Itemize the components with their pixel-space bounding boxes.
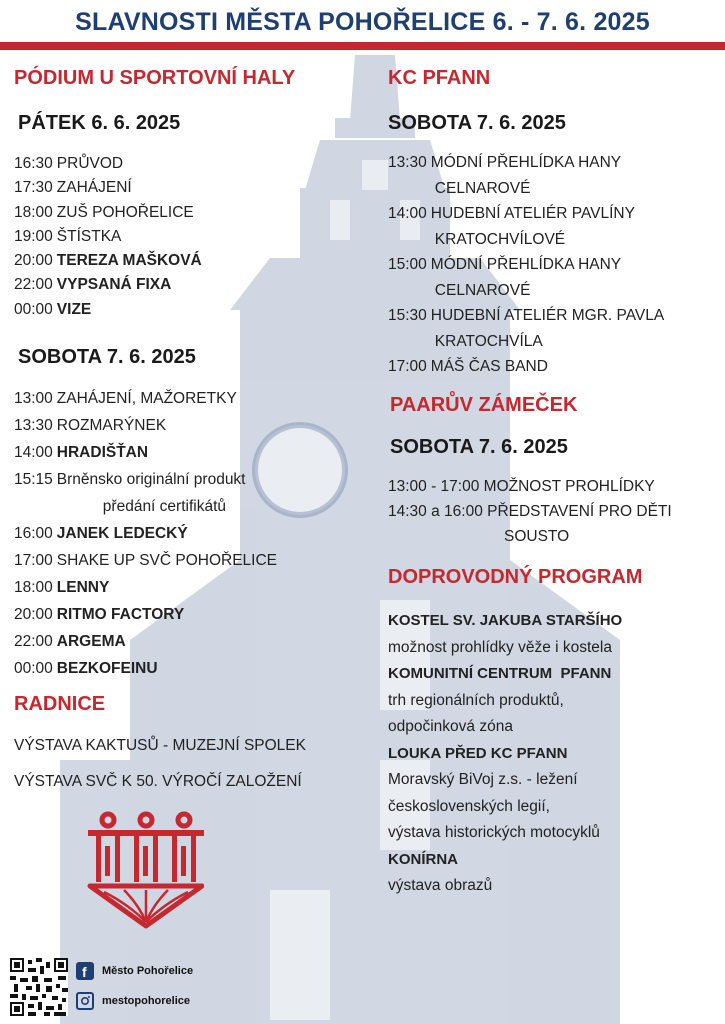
venue-description: Moravský BiVoj z.s. - ležení	[388, 771, 578, 788]
friday-heading: PÁTEK 6. 6. 2025	[18, 112, 181, 134]
venue-description: výstava historických motocyklů	[388, 824, 600, 841]
venue-heading: KONÍRNA	[388, 850, 458, 868]
svg-text:f: f	[82, 964, 87, 980]
schedule-item: 15:00 MÓDNÍ PŘEHLÍDKA HANY CELNAROVÉ	[388, 256, 622, 299]
qr-code-icon[interactable]	[10, 958, 68, 1016]
venue-description: odpočinková zóna	[388, 718, 513, 735]
schedule-item: 22:00 ARGEMA	[14, 633, 126, 650]
paar-line-1: 13:00 - 17:00 MOŽNOST PROHLÍDKY	[388, 478, 655, 495]
paar-line-3: SOUSTO	[504, 528, 570, 545]
venue-heading: LOUKA PŘED KC PFANN	[388, 744, 568, 762]
schedule-item: 17:00 MÁŠ ČAS BAND	[388, 358, 548, 375]
kc-day-heading: SOBOTA 7. 6. 2025	[388, 112, 566, 134]
schedule-item: 20:00 RITMO FACTORY	[14, 606, 185, 623]
schedule-item: 15:30 HUDEBNÍ ATELIÉR MGR. PAVLA KRATOCHVÍLA	[388, 307, 665, 350]
schedule-item: 18:00 ZUŠ POHOŘELICE	[14, 203, 194, 221]
facebook-label[interactable]: Město Pohořelice	[102, 965, 194, 977]
kc-schedule	[388, 150, 664, 380]
schedule-item: 00:00 VIZE	[14, 300, 92, 318]
venue-heading: KOSTEL SV. JAKUBA STARŠÍHO	[388, 612, 623, 629]
doprovodny-list	[388, 608, 622, 900]
venue-description: výstava obrazů	[388, 877, 493, 894]
schedule-item: 14:00 HRADIŠŤAN	[14, 444, 149, 461]
schedule-item: 17:00 SHAKE UP SVČ POHOŘELICE	[14, 552, 278, 569]
doprovodny-section-title: DOPROVODNÝ PROGRAM	[388, 566, 643, 588]
schedule-item: 13:30 MÓDNÍ PŘEHLÍDKA HANY CELNAROVÉ	[388, 154, 622, 197]
paar-section-title: PAARŮV ZÁMEČEK	[390, 394, 578, 416]
schedule-item: 13:30 ROZMARÝNEK	[14, 417, 167, 434]
schedule-item: 17:30 ZAHÁJENÍ	[14, 179, 132, 197]
page-title: SLAVNOSTI MĚSTA POHOŘELICE 6. - 7. 6. 2025	[75, 8, 650, 36]
schedule-item: 18:00 LENNY	[14, 579, 110, 596]
venue-description: československých legií,	[388, 797, 550, 815]
podium-section-title: PÓDIUM U SPORTOVNÍ HALY	[14, 67, 296, 89]
schedule-item: 14:00 HUDEBNÍ ATELIÉR PAVLÍNY KRATOCHVÍLOVÉ	[388, 205, 635, 248]
schedule-item: 13:00 ZAHÁJENÍ, MAŽORETKY	[14, 390, 237, 407]
schedule-item: 20:00 TEREZA MAŠKOVÁ	[14, 252, 202, 270]
saturday-heading: SOBOTA 7. 6. 2025	[18, 346, 196, 368]
paar-line-2: 14:30 a 16:00 PŘEDSTAVENÍ PRO DĚTI	[388, 503, 672, 520]
schedule-item: 19:00 ŠTÍSTKA	[14, 227, 122, 245]
schedule-item: 16:30 PRŮVOD	[14, 155, 124, 172]
header-divider	[0, 42, 725, 50]
kc-section-title: KC PFANN	[388, 67, 491, 89]
schedule-item: 15:15 Brněnsko originální produkt předání certifikátů	[14, 471, 246, 515]
facebook-icon[interactable]	[76, 962, 94, 980]
paar-day-heading: SOBOTA 7. 6. 2025	[390, 436, 568, 458]
radnice-line-1: VÝSTAVA KAKTUSŮ - MUZEJNÍ SPOLEK	[14, 737, 306, 754]
schedule-item: 22:00 VYPSANÁ FIXA	[14, 276, 172, 294]
friday-schedule	[14, 152, 202, 322]
venue-heading: KOMUNITNÍ CENTRUM PFANN	[388, 665, 612, 682]
schedule-item: 16:00 JANEK LEDECKÝ	[14, 525, 188, 542]
venue-description: možnost prohlídky věže i kostela	[388, 638, 612, 656]
venue-description: trh regionálních produktů,	[388, 691, 564, 709]
instagram-icon[interactable]	[76, 992, 94, 1010]
saturday-schedule	[14, 385, 277, 682]
radnice-section-title: RADNICE	[14, 693, 106, 715]
instagram-label[interactable]: mestopohorelice	[102, 995, 191, 1007]
town-logo	[84, 810, 204, 930]
radnice-line-2: VÝSTAVA SVČ K 50. VÝROČÍ ZALOŽENÍ	[14, 773, 302, 790]
schedule-item: 00:00 BEZKOFEINU	[14, 660, 158, 677]
